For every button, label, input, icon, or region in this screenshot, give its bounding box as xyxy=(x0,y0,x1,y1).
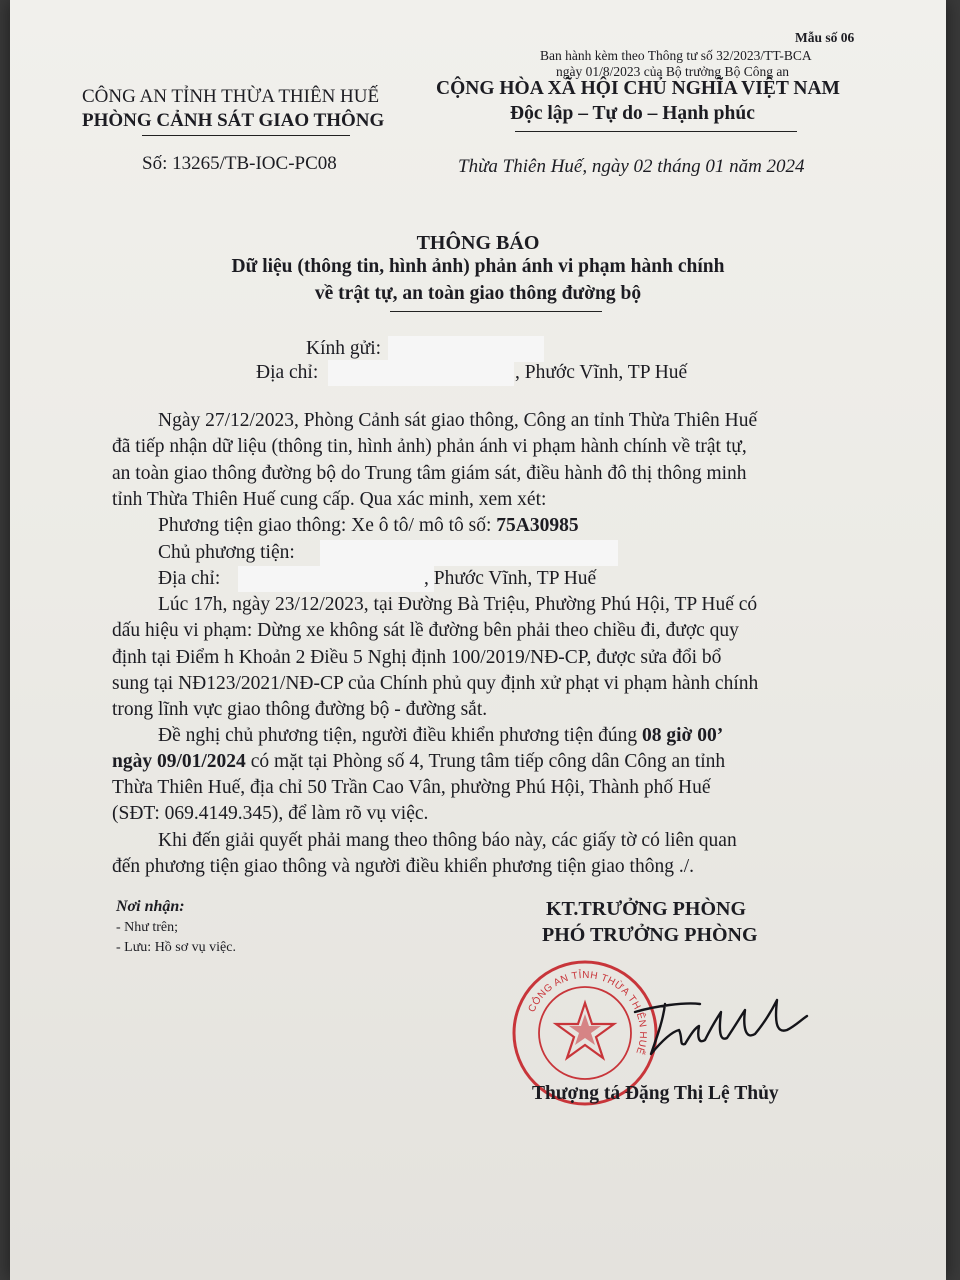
redacted-owner-name xyxy=(320,540,618,566)
body-line xyxy=(158,723,723,750)
recipient-label: Kính gửi: xyxy=(306,338,382,359)
appointment-time: 08 giờ 00’ xyxy=(642,725,724,746)
body-line: Ngày 27/12/2023, Phòng Cảnh sát giao thông, Công an tỉnh Thừa Thiên Huế xyxy=(158,410,758,431)
owner-address-suffix: , Phước Vĩnh, TP Huế xyxy=(424,568,597,589)
form-reference-line2: ngày 01/8/2023 của Bộ trưởng Bộ Công an xyxy=(556,64,790,79)
license-plate: 75A30985 xyxy=(496,515,579,536)
body-line: đã tiếp nhận dữ liệu (thông tin, hình ảnh) phản ánh vi phạm hành chính về trật tự, xyxy=(112,436,747,457)
agency-name: CÔNG AN TỈNH THỪA THIÊN HUẾ xyxy=(82,86,380,107)
body-line: Lúc 17h, ngày 23/12/2023, tại Đường Bà Triệu, Phường Phú Hội, TP Huế có xyxy=(158,594,758,615)
place-and-date: Thừa Thiên Huế, ngày 02 tháng 01 năm 2024 xyxy=(458,156,805,177)
form-number: Mẫu số 06 xyxy=(795,30,855,45)
body-text: Đề nghị chủ phương tiện, người điều khiển phương tiện đúng xyxy=(158,725,642,746)
owner-address-label: Địa chỉ: xyxy=(158,568,221,589)
body-line: sung tại NĐ123/2021/NĐ-CP của Chính phủ quy định xử phạt vi phạm hành chính xyxy=(112,673,759,694)
body-line: trong lĩnh vực giao thông đường bộ - đường sắt. xyxy=(112,699,488,720)
redacted-owner-address xyxy=(238,566,434,592)
recipients-label: Nơi nhận: xyxy=(116,898,185,915)
address-label: Địa chỉ: xyxy=(256,362,319,383)
department-name: PHÒNG CẢNH SÁT GIAO THÔNG xyxy=(82,110,385,131)
document-page xyxy=(10,0,946,1280)
notice-title: THÔNG BÁO xyxy=(416,232,540,254)
national-motto: Độc lập – Tự do – Hạnh phúc xyxy=(510,103,755,124)
notice-subtitle-line1: Dữ liệu (thông tin, hình ảnh) phản ánh vi phạm hành chính xyxy=(231,256,725,277)
signer-name: Thượng tá Đặng Thị Lệ Thủy xyxy=(532,1083,779,1104)
body-line: đến phương tiện giao thông và người điều khiển phương tiện giao thông ./. xyxy=(112,856,695,877)
vehicle-line xyxy=(158,513,579,540)
body-line: Khi đến giải quyết phải mang theo thông báo này, các giấy tờ có liên quan xyxy=(158,830,737,851)
body-line: định tại Điểm h Khoản 2 Điều 5 Nghị định 100/2019/NĐ-CP, được sửa đổi bổ xyxy=(112,647,722,668)
recipient-address-suffix: , Phước Vĩnh, TP Huế xyxy=(515,362,688,383)
appointment-date: ngày 09/01/2024 xyxy=(112,751,246,772)
motto-underline xyxy=(515,131,797,132)
form-reference-line1: Ban hành kèm theo Thông tư số 32/2023/TT-BCA xyxy=(540,48,812,63)
body-line: tỉnh Thừa Thiên Huế cung cấp. Qua xác minh, xem xét: xyxy=(112,489,547,510)
recipients-item: - Lưu: Hồ sơ vụ việc. xyxy=(116,940,236,955)
signer-role-1: KT.TRƯỞNG PHÒNG xyxy=(546,898,746,920)
recipients-item: - Như trên; xyxy=(116,920,179,935)
handwritten-signature xyxy=(625,982,815,1062)
redacted-recipient-address xyxy=(328,360,514,386)
redacted-recipient-name xyxy=(388,336,544,362)
title-underline xyxy=(390,311,602,312)
vehicle-label: Phương tiện giao thông: Xe ô tô/ mô tô số: xyxy=(158,515,497,536)
body-line: dấu hiệu vi phạm: Dừng xe không sát lề đường bên phải theo chiều đi, được quy xyxy=(112,620,739,641)
body-line: an toàn giao thông đường bộ do Trung tâm giám sát, điều hành đô thị thông minh xyxy=(112,463,747,484)
document-number: Số: 13265/TB-IOC-PC08 xyxy=(142,153,337,174)
country-name: CỘNG HÒA XÃ HỘI CHỦ NGHĨA VIỆT NAM xyxy=(436,78,840,99)
seal-text: CÔNG AN TỈNH THỪA THIÊN HUẾ xyxy=(526,969,649,1056)
body-line: (SĐT: 069.4149.345), để làm rõ vụ việc. xyxy=(112,803,429,824)
department-underline xyxy=(142,135,350,136)
signer-role-2: PHÓ TRƯỞNG PHÒNG xyxy=(542,924,758,946)
body-text: có mặt tại Phòng số 4, Trung tâm tiếp công dân Công an tỉnh xyxy=(245,751,726,772)
notice-subtitle-line2: về trật tự, an toàn giao thông đường bộ xyxy=(314,283,642,304)
body-line: Thừa Thiên Huế, địa chỉ 50 Trần Cao Vân, phường Phú Hội, Thành phố Huế xyxy=(112,777,711,798)
body-line xyxy=(112,749,725,776)
owner-label: Chủ phương tiện: xyxy=(158,542,295,563)
